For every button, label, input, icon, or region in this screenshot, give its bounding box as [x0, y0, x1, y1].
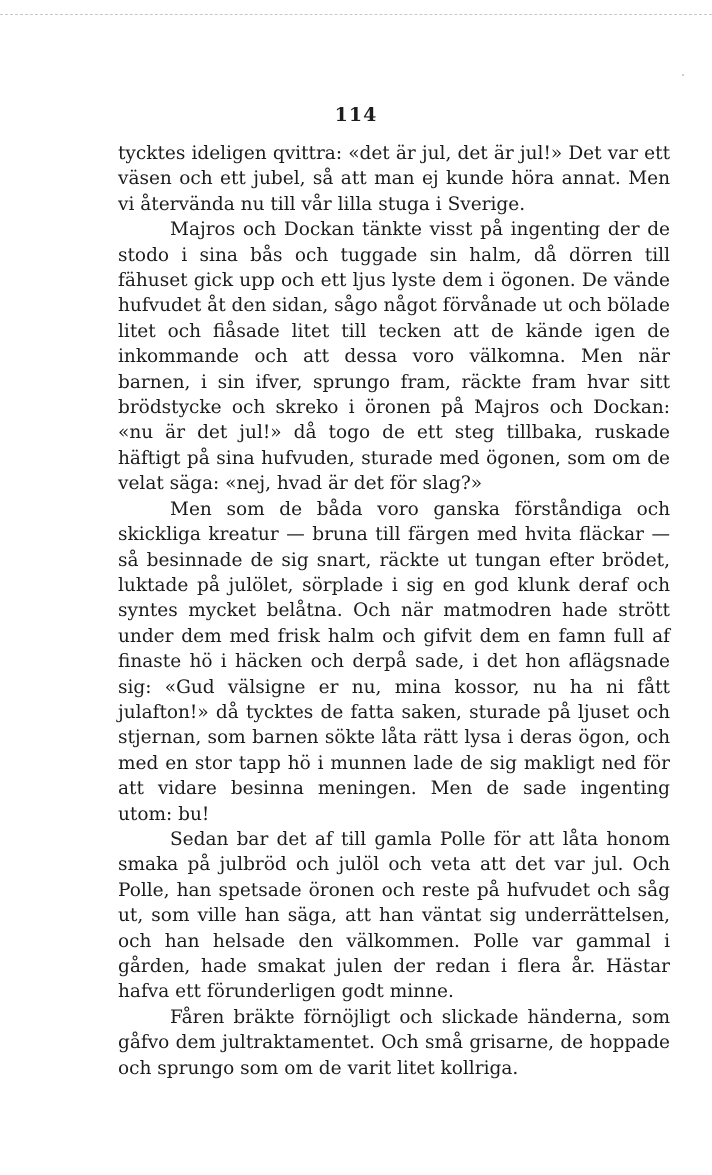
body-text: [118, 141, 670, 1081]
paragraph-5: Fåren bräkte förnöjligt och slickade händerna, som gåfvo dem jultraktamentet. Och små grisarne, de hoppade och sprungo som om de varit litet kollriga.: [118, 1006, 670, 1079]
page-number: 114: [334, 104, 378, 126]
paragraph-3: Men som de båda voro ganska förståndiga och skickliga kreatur — bruna till färgen med hvita fläckar — så besinnade de sig snart, räckte ut tungan efter brödet, luktade på julölet, sörplade i sig en god klunk deraf och syntes mycket belåtna. Och när matmodren hade strött under dem med frisk halm och gifvit dem en famn full af finaste hö i häcken och derpå sade, i det hon aflägsnade sig: «Gud välsigne er nu, mina kossor, nu ha ni fått julafton!» då tycktes de fatta saken, sturade på ljuset och stjernan, som barnen sökte låta rätt lysa i deras ögon, och med en stor tapp hö i munnen lade de sig makligt ned för att vidare besinna meningen. Men de sade ingenting utom: bu!: [118, 498, 670, 825]
paragraph-1: tycktes ideligen qvittra: «det är jul, det är jul!» Det var ett väsen och ett jubel, så att man ej kunde höra annat. Men vi återvända nu till vår lilla stuga i Sverige.: [118, 143, 670, 215]
paragraph-2: Majros och Dockan tänkte visst på ingenting der de stodo i sina bås och tuggade sin halm, då dörren till fähuset gick upp och ett ljus lyste dem i ögonen. De vände hufvudet åt den sidan, sågo något förvånade ut och bölade litet och fiåsade litet till tecken att de kände igen de inkommande och att dessa voro välkomna. Men när barnen, i sin ifver, sprungo fram, räckte fram hvar sitt brödstycke och skreko i öronen på Majros och Dockan: «nu är det jul!» då togo de ett steg tillbaka, ruskade häftigt på sina hufvuden, sturade med ögonen, som om de velat säga: «nej, hvad är det för slag?»: [118, 219, 670, 495]
paragraph-4: Sedan bar det af till gamla Polle för att låta honom smaka på julbröd och julöl och veta att det var jul. Och Polle, han spetsade öronen och reste på hufvudet och såg ut, som ville han säga, att han väntat sig underrättelsen, och han helsade den välkommen. Polle var gammal i gården, hade smakat julen der redan i flera år. Hästar hafva ett förunderligen godt minne.: [118, 828, 670, 1003]
paper-speck: [682, 74, 684, 76]
top-edge-rule: [0, 14, 712, 15]
